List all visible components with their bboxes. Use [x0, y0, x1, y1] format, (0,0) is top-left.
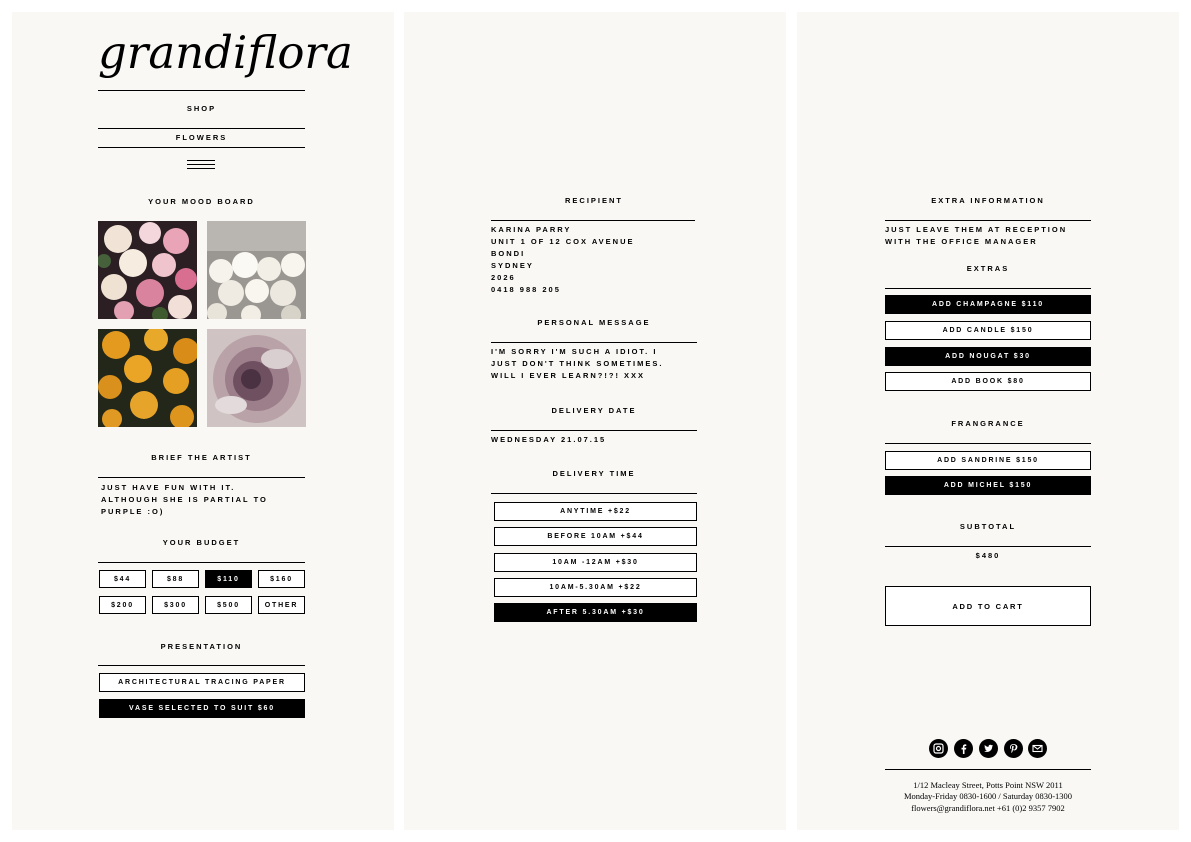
divider	[98, 147, 305, 148]
recipient-name: KARINA PARRY	[491, 225, 572, 234]
recipient-postcode: 2026	[491, 273, 516, 282]
mood-image-marigolds[interactable]	[98, 329, 197, 427]
delivery-time-option[interactable]: 10AM -12AM +$30	[494, 553, 697, 572]
budget-option-other[interactable]: OTHER	[258, 596, 305, 614]
delivery-time-option[interactable]: 10AM-5.30AM +$22	[494, 578, 697, 597]
extra-info-heading: EXTRA INFORMATION	[931, 196, 1045, 205]
divider	[98, 90, 305, 91]
logo[interactable]: grandiflora	[98, 26, 353, 79]
divider	[98, 477, 305, 478]
divider	[885, 220, 1091, 221]
divider	[491, 220, 695, 221]
divider	[885, 769, 1091, 770]
divider	[491, 342, 697, 343]
fragrance-michel-button[interactable]: ADD MICHEL $150	[885, 476, 1091, 495]
delivery-date-heading: DELIVERY DATE	[551, 406, 637, 415]
budget-option[interactable]: $500	[205, 596, 252, 614]
brief-line: ALTHOUGH SHE IS PARTIAL TO	[101, 495, 268, 504]
presentation-heading: PRESENTATION	[160, 642, 243, 651]
message-line: WILL I EVER LEARN?!?! XXX	[491, 371, 646, 380]
hamburger-menu-icon[interactable]	[98, 160, 305, 172]
facebook-icon[interactable]	[954, 739, 973, 758]
recipient-details[interactable]	[491, 224, 697, 296]
delivery-time-heading: DELIVERY TIME	[552, 469, 636, 478]
divider	[885, 443, 1091, 444]
recipient-heading: RECIPIENT	[564, 196, 623, 205]
brief-line: JUST HAVE FUN WITH IT.	[101, 483, 236, 492]
recipient-city: SYDNEY	[491, 261, 534, 270]
divider	[98, 665, 305, 666]
mood-image-white-roses[interactable]	[207, 221, 306, 319]
budget-option[interactable]: $200	[99, 596, 146, 614]
recipient-suburb: BONDI	[491, 249, 526, 258]
budget-option[interactable]: $44	[99, 570, 146, 588]
delivery-date-value[interactable]: WEDNESDAY 21.07.15	[491, 435, 607, 444]
extra-info-text[interactable]	[885, 224, 1091, 248]
instagram-icon[interactable]	[929, 739, 948, 758]
add-to-cart-button[interactable]: ADD TO CART	[885, 586, 1091, 626]
extra-info-line: WITH THE OFFICE MANAGER	[885, 237, 1038, 246]
recipient-address-line: UNIT 1 OF 12 COX AVENUE	[491, 237, 635, 246]
subtotal-heading: SUBTOTAL	[959, 522, 1017, 531]
extra-candle-button[interactable]: ADD CANDLE $150	[885, 321, 1091, 340]
footer-address: 1/12 Macleay Street, Potts Point NSW 2011	[913, 780, 1063, 790]
personal-message[interactable]	[491, 346, 697, 382]
budget-option-selected[interactable]: $110	[205, 570, 252, 588]
nav-flowers-link[interactable]: FLOWERS	[175, 133, 228, 142]
left-panel	[12, 12, 394, 830]
message-heading: PERSONAL MESSAGE	[537, 318, 651, 327]
presentation-option-vase[interactable]: VASE SELECTED TO SUIT $60	[99, 699, 305, 718]
divider	[885, 546, 1091, 547]
fragrance-heading: FRANGRANCE	[951, 419, 1025, 428]
budget-option[interactable]: $160	[258, 570, 305, 588]
extra-champagne-button[interactable]: ADD CHAMPAGNE $110	[885, 295, 1091, 314]
footer-hours: Monday-Friday 0830-1600 / Saturday 0830-1300	[903, 791, 1073, 801]
message-line: JUST DON'T THINK SOMETIMES.	[491, 359, 664, 368]
pinterest-icon[interactable]	[1004, 739, 1023, 758]
brief-heading: BRIEF THE ARTIST	[151, 453, 252, 462]
mood-image-roses[interactable]	[98, 221, 197, 319]
delivery-time-option[interactable]: BEFORE 10AM +$44	[494, 527, 697, 546]
brief-line: PURPLE :O)	[101, 507, 165, 516]
footer-contact[interactable]: flowers@grandiflora.net +61 (0)2 9357 7902	[911, 803, 1065, 813]
budget-heading: YOUR BUDGET	[162, 538, 241, 547]
subtotal-value: $480	[975, 551, 1001, 560]
email-icon[interactable]	[1028, 739, 1047, 758]
extra-book-button[interactable]: ADD BOOK $80	[885, 372, 1091, 391]
middle-panel	[404, 12, 786, 830]
divider	[885, 288, 1091, 289]
message-line: I'M SORRY I'M SUCH A IDIOT. I	[491, 347, 658, 356]
fragrance-sandrine-button[interactable]: ADD SANDRINE $150	[885, 451, 1091, 470]
delivery-time-option-selected[interactable]: AFTER 5.30AM +$30	[494, 603, 697, 622]
divider	[491, 430, 697, 431]
divider	[98, 562, 305, 563]
recipient-phone: 0418 988 205	[491, 285, 561, 294]
extra-nougat-button[interactable]: ADD NOUGAT $30	[885, 347, 1091, 366]
right-panel	[797, 12, 1179, 830]
twitter-icon[interactable]	[979, 739, 998, 758]
extra-info-line: JUST LEAVE THEM AT RECEPTION	[885, 225, 1068, 234]
budget-option[interactable]: $300	[152, 596, 199, 614]
delivery-time-option[interactable]: ANYTIME +$22	[494, 502, 697, 521]
nav-shop-link[interactable]: SHOP	[186, 104, 217, 113]
budget-option[interactable]: $88	[152, 570, 199, 588]
brief-text[interactable]	[101, 482, 308, 518]
mood-board-heading: YOUR MOOD BOARD	[148, 197, 255, 206]
presentation-option-tracing-paper[interactable]: ARCHITECTURAL TRACING PAPER	[99, 673, 305, 692]
extras-heading: EXTRAS	[966, 264, 1010, 273]
divider	[491, 493, 697, 494]
mood-image-mauve-rose[interactable]	[207, 329, 306, 427]
divider	[98, 128, 305, 129]
